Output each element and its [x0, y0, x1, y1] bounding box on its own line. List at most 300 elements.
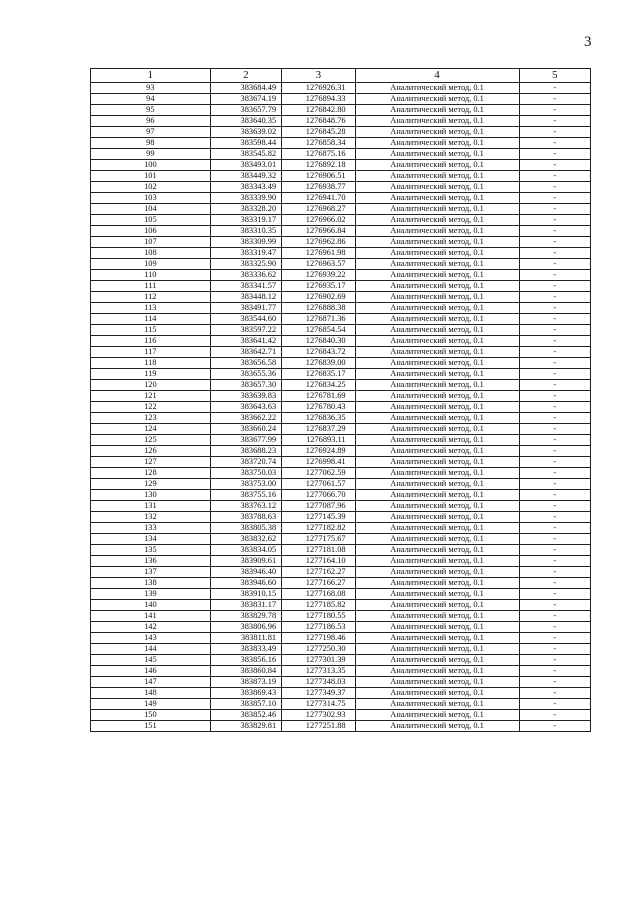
cell-x-coordinate: 383753.00 [210, 479, 281, 490]
table-row [91, 578, 591, 589]
table-row [91, 83, 591, 94]
cell-note: - [519, 237, 590, 248]
cell-x-coordinate: 383448.12 [210, 292, 281, 303]
table-row [91, 545, 591, 556]
cell-point-number: 146 [91, 666, 211, 677]
cell-method: Аналитический метод, 0.1 [355, 556, 519, 567]
cell-x-coordinate: 383832.62 [210, 534, 281, 545]
cell-note: - [519, 457, 590, 468]
cell-method: Аналитический метод, 0.1 [355, 600, 519, 611]
cell-point-number: 107 [91, 237, 211, 248]
cell-method: Аналитический метод, 0.1 [355, 325, 519, 336]
cell-y-coordinate: 1276843.72 [282, 347, 355, 358]
cell-x-coordinate: 383831.17 [210, 600, 281, 611]
table-row [91, 138, 591, 149]
cell-y-coordinate: 1276894.33 [282, 94, 355, 105]
cell-note: - [519, 468, 590, 479]
cell-point-number: 140 [91, 600, 211, 611]
cell-note: - [519, 127, 590, 138]
cell-y-coordinate: 1276871.36 [282, 314, 355, 325]
cell-x-coordinate: 383328.20 [210, 204, 281, 215]
cell-method: Аналитический метод, 0.1 [355, 677, 519, 688]
cell-y-coordinate: 1276998.41 [282, 457, 355, 468]
cell-point-number: 111 [91, 281, 211, 292]
table-row [91, 391, 591, 402]
cell-x-coordinate: 383491.77 [210, 303, 281, 314]
cell-point-number: 125 [91, 435, 211, 446]
cell-point-number: 100 [91, 160, 211, 171]
cell-method: Аналитический метод, 0.1 [355, 611, 519, 622]
cell-method: Аналитический метод, 0.1 [355, 292, 519, 303]
cell-x-coordinate: 383656.58 [210, 358, 281, 369]
cell-y-coordinate: 1276966.02 [282, 215, 355, 226]
cell-method: Аналитический метод, 0.1 [355, 149, 519, 160]
cell-note: - [519, 270, 590, 281]
cell-method: Аналитический метод, 0.1 [355, 457, 519, 468]
cell-point-number: 144 [91, 644, 211, 655]
cell-point-number: 110 [91, 270, 211, 281]
cell-note: - [519, 688, 590, 699]
column-header-1: 1 [91, 69, 211, 83]
cell-point-number: 134 [91, 534, 211, 545]
cell-note: - [519, 435, 590, 446]
cell-x-coordinate: 383339.90 [210, 193, 281, 204]
cell-y-coordinate: 1276902.69 [282, 292, 355, 303]
cell-x-coordinate: 383677.99 [210, 435, 281, 446]
cell-note: - [519, 600, 590, 611]
cell-x-coordinate: 383641.42 [210, 336, 281, 347]
column-header-2: 2 [210, 69, 281, 83]
cell-x-coordinate: 383788.63 [210, 512, 281, 523]
table-row [91, 204, 591, 215]
table-row [91, 369, 591, 380]
cell-method: Аналитический метод, 0.1 [355, 446, 519, 457]
cell-point-number: 143 [91, 633, 211, 644]
cell-x-coordinate: 383310.35 [210, 226, 281, 237]
cell-y-coordinate: 1277301.39 [282, 655, 355, 666]
table-row [91, 160, 591, 171]
table-row [91, 644, 591, 655]
cell-y-coordinate: 1277198.46 [282, 633, 355, 644]
table-row [91, 435, 591, 446]
cell-x-coordinate: 383655.36 [210, 369, 281, 380]
cell-y-coordinate: 1277348.03 [282, 677, 355, 688]
cell-y-coordinate: 1276966.84 [282, 226, 355, 237]
cell-point-number: 103 [91, 193, 211, 204]
table-row [91, 402, 591, 413]
cell-method: Аналитический метод, 0.1 [355, 435, 519, 446]
cell-point-number: 97 [91, 127, 211, 138]
table-row [91, 292, 591, 303]
cell-x-coordinate: 383336.62 [210, 270, 281, 281]
cell-method: Аналитический метод, 0.1 [355, 468, 519, 479]
cell-y-coordinate: 1277168.08 [282, 589, 355, 600]
cell-point-number: 104 [91, 204, 211, 215]
cell-x-coordinate: 383319.47 [210, 248, 281, 259]
cell-y-coordinate: 1276845.28 [282, 127, 355, 138]
cell-method: Аналитический метод, 0.1 [355, 655, 519, 666]
cell-note: - [519, 325, 590, 336]
cell-method: Аналитический метод, 0.1 [355, 182, 519, 193]
cell-point-number: 136 [91, 556, 211, 567]
cell-note: - [519, 490, 590, 501]
cell-method: Аналитический метод, 0.1 [355, 512, 519, 523]
cell-method: Аналитический метод, 0.1 [355, 215, 519, 226]
cell-method: Аналитический метод, 0.1 [355, 688, 519, 699]
cell-x-coordinate: 383910.15 [210, 589, 281, 600]
cell-y-coordinate: 1276840.30 [282, 336, 355, 347]
cell-note: - [519, 138, 590, 149]
cell-y-coordinate: 1277250.30 [282, 644, 355, 655]
cell-y-coordinate: 1277066.70 [282, 490, 355, 501]
table-row [91, 666, 591, 677]
table-row [91, 457, 591, 468]
table-row [91, 655, 591, 666]
cell-note: - [519, 633, 590, 644]
cell-y-coordinate: 1276875.16 [282, 149, 355, 160]
cell-y-coordinate: 1277062.59 [282, 468, 355, 479]
cell-note: - [519, 391, 590, 402]
cell-method: Аналитический метод, 0.1 [355, 237, 519, 248]
cell-y-coordinate: 1276926.31 [282, 83, 355, 94]
cell-point-number: 98 [91, 138, 211, 149]
cell-y-coordinate: 1276941.70 [282, 193, 355, 204]
table-row [91, 424, 591, 435]
table-row [91, 336, 591, 347]
cell-note: - [519, 666, 590, 677]
cell-y-coordinate: 1276837.29 [282, 424, 355, 435]
cell-method: Аналитический метод, 0.1 [355, 358, 519, 369]
cell-note: - [519, 710, 590, 721]
cell-point-number: 135 [91, 545, 211, 556]
cell-x-coordinate: 383544.60 [210, 314, 281, 325]
table-row [91, 523, 591, 534]
table-row [91, 589, 591, 600]
cell-x-coordinate: 383309.99 [210, 237, 281, 248]
cell-method: Аналитический метод, 0.1 [355, 391, 519, 402]
cell-note: - [519, 578, 590, 589]
cell-point-number: 115 [91, 325, 211, 336]
table-row [91, 105, 591, 116]
cell-method: Аналитический метод, 0.1 [355, 622, 519, 633]
cell-note: - [519, 545, 590, 556]
table-header [91, 69, 591, 83]
table-row [91, 248, 591, 259]
cell-note: - [519, 611, 590, 622]
cell-x-coordinate: 383857.10 [210, 699, 281, 710]
cell-y-coordinate: 1277314.75 [282, 699, 355, 710]
cell-note: - [519, 556, 590, 567]
table-row [91, 358, 591, 369]
cell-note: - [519, 677, 590, 688]
cell-method: Аналитический метод, 0.1 [355, 369, 519, 380]
cell-x-coordinate: 383660.24 [210, 424, 281, 435]
cell-y-coordinate: 1277162.27 [282, 567, 355, 578]
cell-x-coordinate: 383856.16 [210, 655, 281, 666]
cell-note: - [519, 644, 590, 655]
cell-note: - [519, 215, 590, 226]
cell-point-number: 145 [91, 655, 211, 666]
header-row [91, 69, 591, 83]
cell-point-number: 132 [91, 512, 211, 523]
table-row [91, 281, 591, 292]
cell-point-number: 127 [91, 457, 211, 468]
cell-method: Аналитический метод, 0.1 [355, 523, 519, 534]
cell-y-coordinate: 1276848.76 [282, 116, 355, 127]
cell-y-coordinate: 1277164.10 [282, 556, 355, 567]
page-number: 3 [584, 34, 592, 50]
table-row [91, 193, 591, 204]
cell-point-number: 141 [91, 611, 211, 622]
cell-y-coordinate: 1277061.57 [282, 479, 355, 490]
cell-note: - [519, 83, 590, 94]
cell-point-number: 108 [91, 248, 211, 259]
cell-note: - [519, 523, 590, 534]
cell-method: Аналитический метод, 0.1 [355, 83, 519, 94]
cell-note: - [519, 160, 590, 171]
table-row [91, 699, 591, 710]
table-row [91, 237, 591, 248]
cell-point-number: 124 [91, 424, 211, 435]
cell-method: Аналитический метод, 0.1 [355, 633, 519, 644]
cell-y-coordinate: 1277349.37 [282, 688, 355, 699]
cell-note: - [519, 721, 590, 732]
cell-x-coordinate: 383640.35 [210, 116, 281, 127]
cell-y-coordinate: 1277186.53 [282, 622, 355, 633]
table-row [91, 688, 591, 699]
cell-point-number: 99 [91, 149, 211, 160]
cell-point-number: 131 [91, 501, 211, 512]
table-row [91, 501, 591, 512]
cell-note: - [519, 380, 590, 391]
cell-method: Аналитический метод, 0.1 [355, 721, 519, 732]
cell-x-coordinate: 383755.16 [210, 490, 281, 501]
table-row [91, 149, 591, 160]
cell-note: - [519, 413, 590, 424]
cell-y-coordinate: 1277181.08 [282, 545, 355, 556]
cell-note: - [519, 347, 590, 358]
cell-note: - [519, 424, 590, 435]
cell-method: Аналитический метод, 0.1 [355, 160, 519, 171]
cell-x-coordinate: 383946.60 [210, 578, 281, 589]
cell-note: - [519, 303, 590, 314]
cell-point-number: 128 [91, 468, 211, 479]
cell-method: Аналитический метод, 0.1 [355, 127, 519, 138]
cell-y-coordinate: 1276939.22 [282, 270, 355, 281]
cell-method: Аналитический метод, 0.1 [355, 259, 519, 270]
cell-note: - [519, 259, 590, 270]
cell-note: - [519, 622, 590, 633]
cell-note: - [519, 567, 590, 578]
cell-x-coordinate: 383811.81 [210, 633, 281, 644]
cell-method: Аналитический метод, 0.1 [355, 336, 519, 347]
cell-point-number: 101 [91, 171, 211, 182]
cell-note: - [519, 336, 590, 347]
cell-note: - [519, 292, 590, 303]
cell-x-coordinate: 383834.05 [210, 545, 281, 556]
table-row [91, 380, 591, 391]
cell-point-number: 123 [91, 413, 211, 424]
cell-x-coordinate: 383639.83 [210, 391, 281, 402]
cell-y-coordinate: 1276836.35 [282, 413, 355, 424]
cell-x-coordinate: 383750.03 [210, 468, 281, 479]
table-row [91, 171, 591, 182]
cell-method: Аналитический метод, 0.1 [355, 567, 519, 578]
cell-x-coordinate: 383341.57 [210, 281, 281, 292]
table-row [91, 325, 591, 336]
cell-method: Аналитический метод, 0.1 [355, 501, 519, 512]
cell-y-coordinate: 1276961.98 [282, 248, 355, 259]
cell-y-coordinate: 1277313.35 [282, 666, 355, 677]
cell-method: Аналитический метод, 0.1 [355, 402, 519, 413]
cell-note: - [519, 655, 590, 666]
table-row [91, 677, 591, 688]
cell-note: - [519, 534, 590, 545]
table-row [91, 534, 591, 545]
cell-y-coordinate: 1276780.43 [282, 402, 355, 413]
cell-point-number: 130 [91, 490, 211, 501]
cell-note: - [519, 512, 590, 523]
cell-y-coordinate: 1276892.18 [282, 160, 355, 171]
cell-y-coordinate: 1277166.27 [282, 578, 355, 589]
cell-method: Аналитический метод, 0.1 [355, 138, 519, 149]
cell-point-number: 142 [91, 622, 211, 633]
cell-method: Аналитический метод, 0.1 [355, 413, 519, 424]
cell-method: Аналитический метод, 0.1 [355, 248, 519, 259]
table-row [91, 127, 591, 138]
cell-x-coordinate: 383642.71 [210, 347, 281, 358]
table-row [91, 226, 591, 237]
cell-y-coordinate: 1277175.67 [282, 534, 355, 545]
cell-note: - [519, 699, 590, 710]
cell-method: Аналитический метод, 0.1 [355, 534, 519, 545]
cell-note: - [519, 226, 590, 237]
cell-point-number: 109 [91, 259, 211, 270]
table-row [91, 479, 591, 490]
cell-point-number: 119 [91, 369, 211, 380]
cell-point-number: 112 [91, 292, 211, 303]
table-body [91, 83, 591, 732]
table-row [91, 347, 591, 358]
cell-x-coordinate: 383545.82 [210, 149, 281, 160]
table-row [91, 633, 591, 644]
cell-x-coordinate: 383449.32 [210, 171, 281, 182]
cell-note: - [519, 105, 590, 116]
cell-note: - [519, 589, 590, 600]
cell-method: Аналитический метод, 0.1 [355, 589, 519, 600]
cell-method: Аналитический метод, 0.1 [355, 644, 519, 655]
cell-point-number: 150 [91, 710, 211, 721]
table-row [91, 710, 591, 721]
cell-point-number: 106 [91, 226, 211, 237]
cell-x-coordinate: 383860.84 [210, 666, 281, 677]
cell-y-coordinate: 1276842.80 [282, 105, 355, 116]
cell-method: Аналитический метод, 0.1 [355, 578, 519, 589]
cell-point-number: 120 [91, 380, 211, 391]
cell-method: Аналитический метод, 0.1 [355, 303, 519, 314]
cell-x-coordinate: 383806.96 [210, 622, 281, 633]
cell-note: - [519, 358, 590, 369]
table-row [91, 215, 591, 226]
cell-point-number: 93 [91, 83, 211, 94]
cell-point-number: 137 [91, 567, 211, 578]
cell-x-coordinate: 383869.43 [210, 688, 281, 699]
cell-point-number: 133 [91, 523, 211, 534]
cell-y-coordinate: 1277251.88 [282, 721, 355, 732]
cell-x-coordinate: 383319.17 [210, 215, 281, 226]
cell-point-number: 102 [91, 182, 211, 193]
cell-y-coordinate: 1276906.51 [282, 171, 355, 182]
table-row [91, 600, 591, 611]
cell-x-coordinate: 383829.78 [210, 611, 281, 622]
cell-x-coordinate: 383833.49 [210, 644, 281, 655]
cell-method: Аналитический метод, 0.1 [355, 380, 519, 391]
cell-note: - [519, 171, 590, 182]
table-row [91, 94, 591, 105]
cell-y-coordinate: 1277302.93 [282, 710, 355, 721]
cell-method: Аналитический метод, 0.1 [355, 105, 519, 116]
cell-point-number: 129 [91, 479, 211, 490]
cell-point-number: 147 [91, 677, 211, 688]
cell-note: - [519, 94, 590, 105]
column-header-5: 5 [519, 69, 590, 83]
cell-method: Аналитический метод, 0.1 [355, 490, 519, 501]
cell-y-coordinate: 1276781.69 [282, 391, 355, 402]
table-row [91, 490, 591, 501]
cell-point-number: 139 [91, 589, 211, 600]
cell-point-number: 105 [91, 215, 211, 226]
table-row [91, 512, 591, 523]
table-row [91, 567, 591, 578]
cell-y-coordinate: 1276854.54 [282, 325, 355, 336]
cell-note: - [519, 446, 590, 457]
coordinates-table [90, 68, 591, 732]
cell-method: Аналитический метод, 0.1 [355, 171, 519, 182]
cell-point-number: 122 [91, 402, 211, 413]
cell-x-coordinate: 383805.38 [210, 523, 281, 534]
cell-method: Аналитический метод, 0.1 [355, 699, 519, 710]
cell-method: Аналитический метод, 0.1 [355, 226, 519, 237]
cell-x-coordinate: 383720.74 [210, 457, 281, 468]
table-row [91, 468, 591, 479]
cell-point-number: 95 [91, 105, 211, 116]
cell-x-coordinate: 383829.81 [210, 721, 281, 732]
table-row [91, 611, 591, 622]
table-row [91, 413, 591, 424]
cell-note: - [519, 193, 590, 204]
table-row [91, 303, 591, 314]
cell-method: Аналитический метод, 0.1 [355, 424, 519, 435]
cell-method: Аналитический метод, 0.1 [355, 710, 519, 721]
cell-point-number: 151 [91, 721, 211, 732]
cell-method: Аналитический метод, 0.1 [355, 347, 519, 358]
cell-method: Аналитический метод, 0.1 [355, 116, 519, 127]
cell-y-coordinate: 1276963.57 [282, 259, 355, 270]
cell-method: Аналитический метод, 0.1 [355, 281, 519, 292]
cell-point-number: 148 [91, 688, 211, 699]
cell-note: - [519, 479, 590, 490]
cell-y-coordinate: 1276834.25 [282, 380, 355, 391]
cell-point-number: 149 [91, 699, 211, 710]
table-row [91, 721, 591, 732]
cell-x-coordinate: 383343.49 [210, 182, 281, 193]
cell-y-coordinate: 1276935.17 [282, 281, 355, 292]
cell-method: Аналитический метод, 0.1 [355, 314, 519, 325]
cell-x-coordinate: 383657.79 [210, 105, 281, 116]
table-row [91, 116, 591, 127]
cell-point-number: 138 [91, 578, 211, 589]
cell-y-coordinate: 1277182.82 [282, 523, 355, 534]
